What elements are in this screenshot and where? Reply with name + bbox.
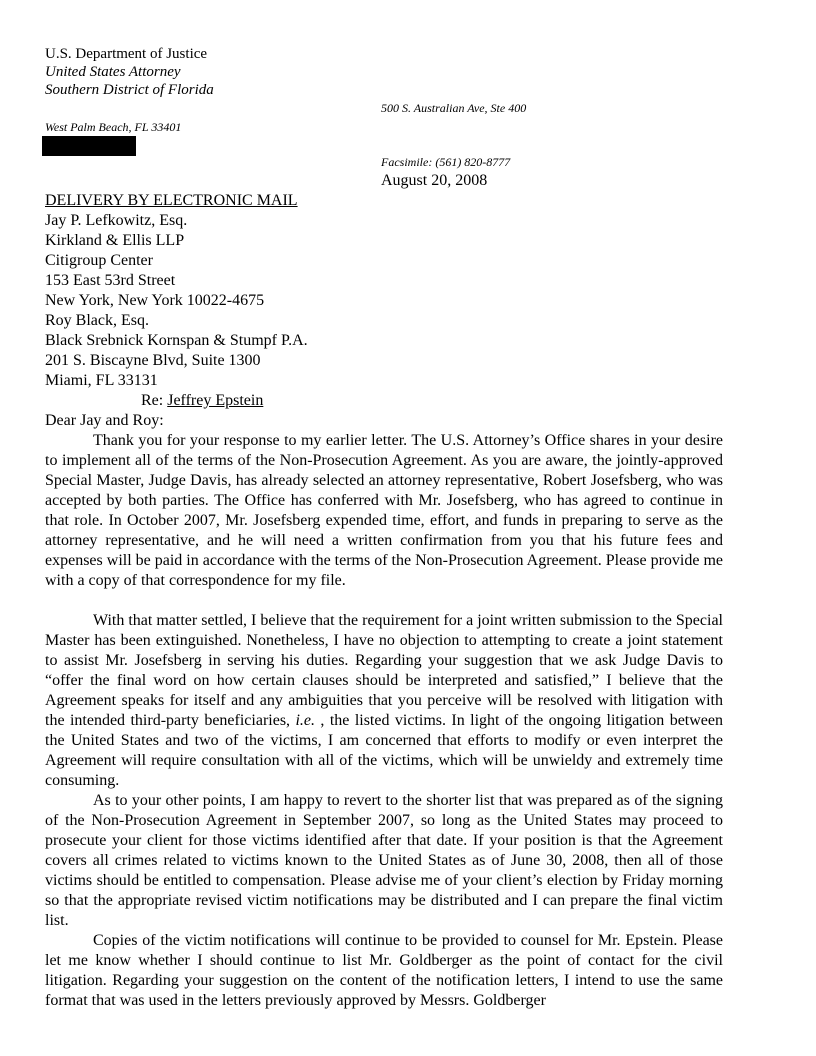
- paragraph-2-text-end: , the listed victims. In light of the ongoing litigation between the United States and two of the victims, I am concerned that efforts to modify or even interpret the Agreement will require consultation with all of the victims, which will be unwieldy and extremely time consuming.: [45, 712, 723, 789]
- recipient-line: Kirkland & Ellis LLP: [45, 232, 185, 249]
- redaction-box: [42, 136, 136, 156]
- re-line: [141, 391, 263, 411]
- recipient-line: Citigroup Center: [45, 252, 153, 269]
- office-name: United States Attorney: [45, 64, 181, 80]
- street-address: 500 S. Australian Ave, Ste 400: [381, 101, 527, 115]
- recipient-line: 201 S. Biscayne Blvd, Suite 1300: [45, 352, 261, 369]
- body-paragraph-3: As to your other points, I am happy to revert to the shorter list that was prepared as of the signing of the Non-Prosecution Agreement in September 2007, so long as the United States may proceed to prosecute your client for those victims identified after that date. If your position is that the Agreement covers all crimes related to victims known to the United States as of June 30, 2008, then all of those victims should be entitled to compensation. Please advise me of your client’s election by Friday morning so that the appropriate revised victim notifications may be distributed and I can prepare the final victim list.: [45, 792, 723, 929]
- recipient-line: Miami, FL 33131: [45, 372, 158, 389]
- body-paragraph-4: Copies of the victim notifications will continue to be provided to counsel for Mr. Epstein. Please let me know whether I should continue to list Mr. Goldberger as the point of contact for the civil litigation. Regarding your suggestion on the content of the notification letters, I intend to use the same format that was used in the letters previously approved by Messrs. Goldberger: [45, 932, 723, 1009]
- body-paragraph-2: [45, 611, 723, 791]
- recipient-line: 153 East 53rd Street: [45, 272, 176, 289]
- paragraph-2-italic: i.e.: [295, 712, 316, 729]
- district-name: Southern District of Florida: [45, 82, 214, 98]
- recipient-block: [45, 211, 308, 391]
- recipient-line: Roy Black, Esq.: [45, 312, 149, 329]
- delivery-method: DELIVERY BY ELECTRONIC MAIL: [45, 192, 298, 209]
- recipient-line: Jay P. Lefkowitz, Esq.: [45, 212, 188, 229]
- facsimile-number: Facsimile: (561) 820-8777: [381, 155, 511, 169]
- re-prefix: Re:: [141, 392, 168, 409]
- salutation: Dear Jay and Roy:: [45, 412, 164, 429]
- letter-date: August 20, 2008: [381, 172, 488, 189]
- city-address: West Palm Beach, FL 33401: [45, 120, 182, 134]
- re-subject: Jeffrey Epstein: [167, 392, 264, 409]
- recipient-line: New York, New York 10022-4675: [45, 292, 265, 309]
- recipient-line: Black Srebnick Kornspan & Stumpf P.A.: [45, 332, 308, 349]
- agency-name: U.S. Department of Justice: [45, 46, 208, 62]
- body-paragraph-1: Thank you for your response to my earlier letter. The U.S. Attorney’s Office shares in your desire to implement all of the terms of the Non-Prosecution Agreement. As you are aware, the jointly-approved Special Master, Judge Davis, has already selected an attorney representative, Robert Josefsberg, who was accepted by both parties. The Office has conferred with Mr. Josefsberg, who has agreed to continue in that role. In October 2007, Mr. Josefsberg expended time, effort, and funds in preparing to serve as the attorney representative, and he will need a written confirmation from you that his future fees and expenses will be paid in accordance with the terms of the Non-Prosecution Agreement. Please provide me with a copy of that correspondence for my file.: [45, 432, 724, 589]
- paragraph-2-text: With that matter settled, I believe that the requirement for a joint written submission to the Special Master has been extinguished. Nonetheless, I have no objection to attempting to create a joint statement to assist Mr. Josefsberg in serving his duties. Regarding your suggestion that we ask Judge Davis to “offer the final word on how certain clauses should be interpreted and satisfied,” I believe that the Agreement speaks for itself and any ambiguities that you perceive will be resolved with litigation with the intended third-party beneficiaries,: [45, 612, 723, 729]
